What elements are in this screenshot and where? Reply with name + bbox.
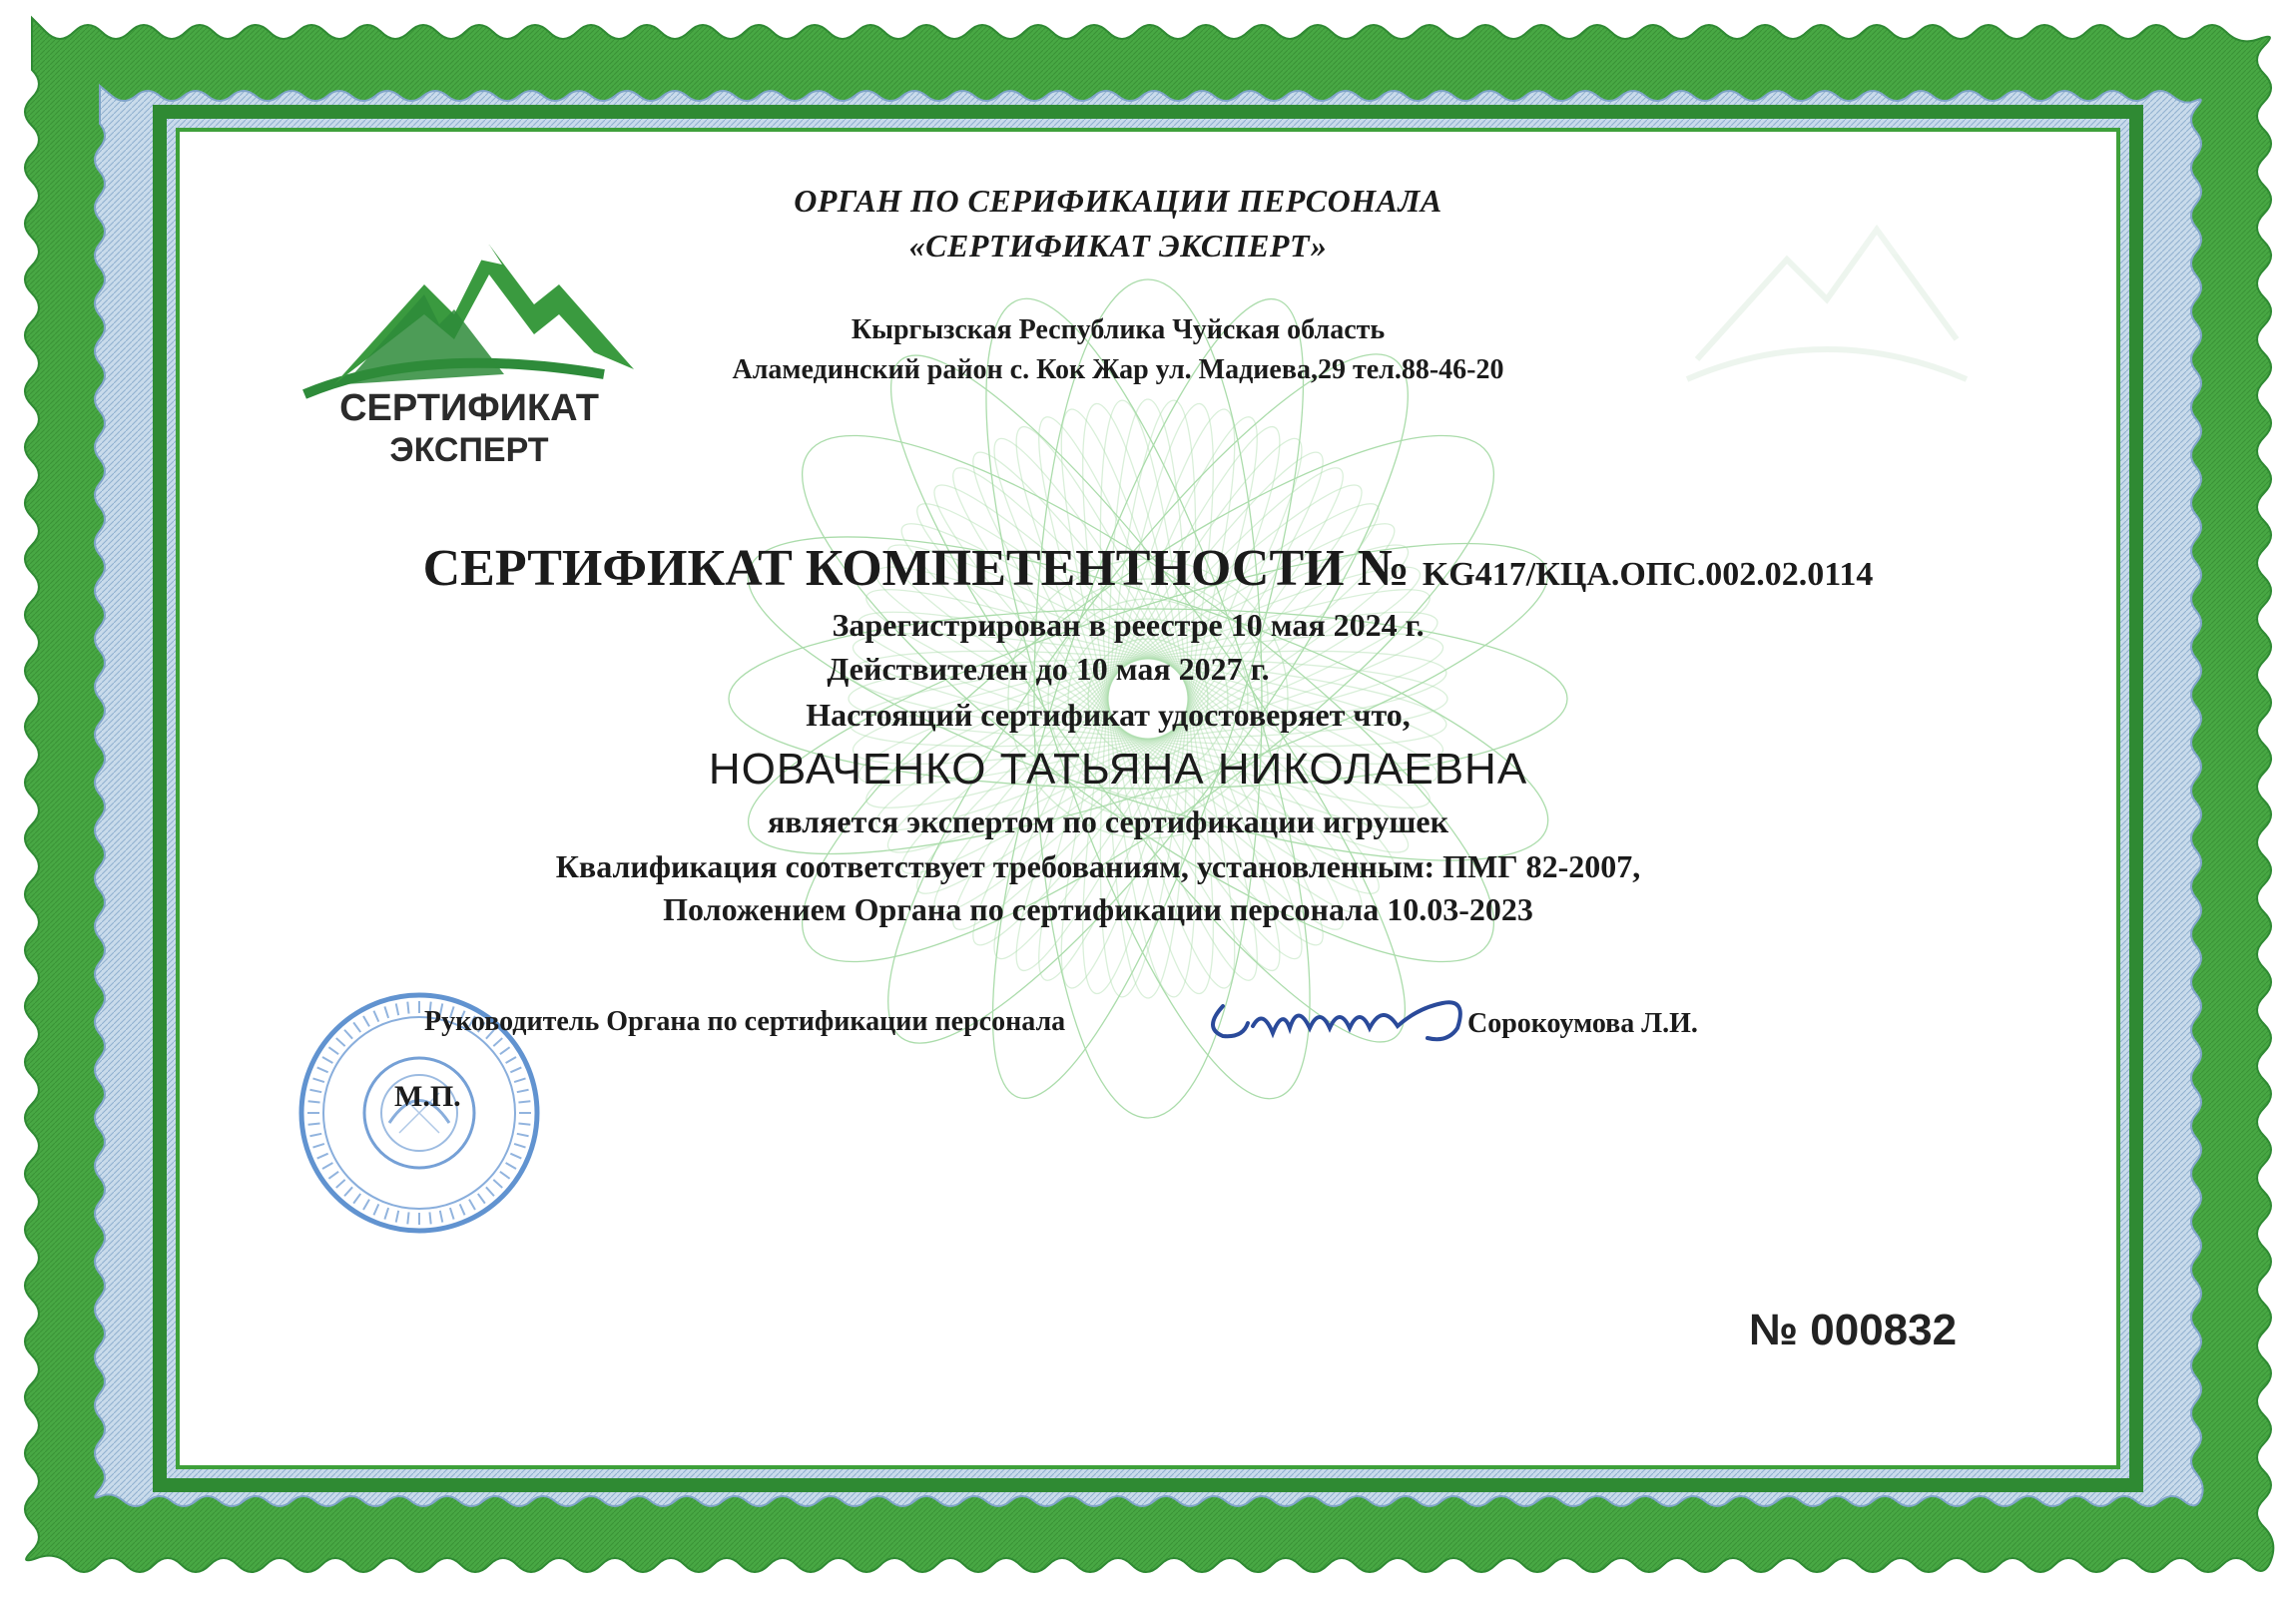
certificate-title (160, 539, 2136, 598)
stamp-ring-mark (407, 1212, 408, 1224)
logo-text-line2: ЭКСПЕРТ (389, 431, 549, 469)
certifies-text: Настоящий сертификат удостоверяет что, (806, 697, 1411, 733)
signer-name: Сорокоумова Л.И. (1467, 1008, 1698, 1039)
stamp-ring-mark (518, 1101, 530, 1102)
registered-date: Зарегистрирован в реестре 10 мая 2024 г. (832, 607, 1425, 643)
address-line1: Кыргызская Республика Чуйская область (851, 314, 1386, 345)
certificate-number: KG417/КЦА.ОПС.002.02.0114 (1422, 556, 1874, 593)
issuer-line2: «СЕРТИФИКАТ ЭКСПЕРТ» (908, 228, 1328, 264)
qualification-line2: Положением Органа по сертификации персонала 10.03-2023 (663, 891, 1533, 927)
issuer-line1: ОРГАН ПО СЕРИФИКАЦИИ ПЕРСОНАЛА (794, 183, 1442, 219)
certificate-title-label: СЕРТИФИКАТ КОМПЕТЕНТНОСТИ № (422, 540, 1410, 597)
logo-text-line1: СЕРТИФИКАТ (339, 387, 599, 429)
stamp-ring-mark (407, 1002, 408, 1014)
stamp-ring-mark (308, 1123, 320, 1124)
valid-until: Действителен до 10 мая 2027 г. (827, 651, 1270, 687)
stamp-label: М.П. (394, 1080, 461, 1113)
serial-number: № 000832 (1749, 1306, 1958, 1354)
signer-position: Руководитель Органа по сертификации персонала (424, 1006, 1066, 1037)
holder-name: НОВАЧЕНКО ТАТЬЯНА НИКОЛАЕВНА (708, 745, 1528, 794)
stamp-ring-mark (308, 1101, 320, 1102)
holder-role: является экспертом по сертификации игрушек (767, 803, 1449, 839)
stamp-ring-mark (429, 1212, 430, 1224)
stamp-ring-mark (518, 1123, 530, 1124)
address-line2: Аламединский район с. Кок Жар ул. Мадиева,29 тел.88-46-20 (732, 354, 1504, 385)
qualification-line1: Квалификация соответствует требованиям, установленным: ПМГ 82-2007, (555, 848, 1641, 884)
